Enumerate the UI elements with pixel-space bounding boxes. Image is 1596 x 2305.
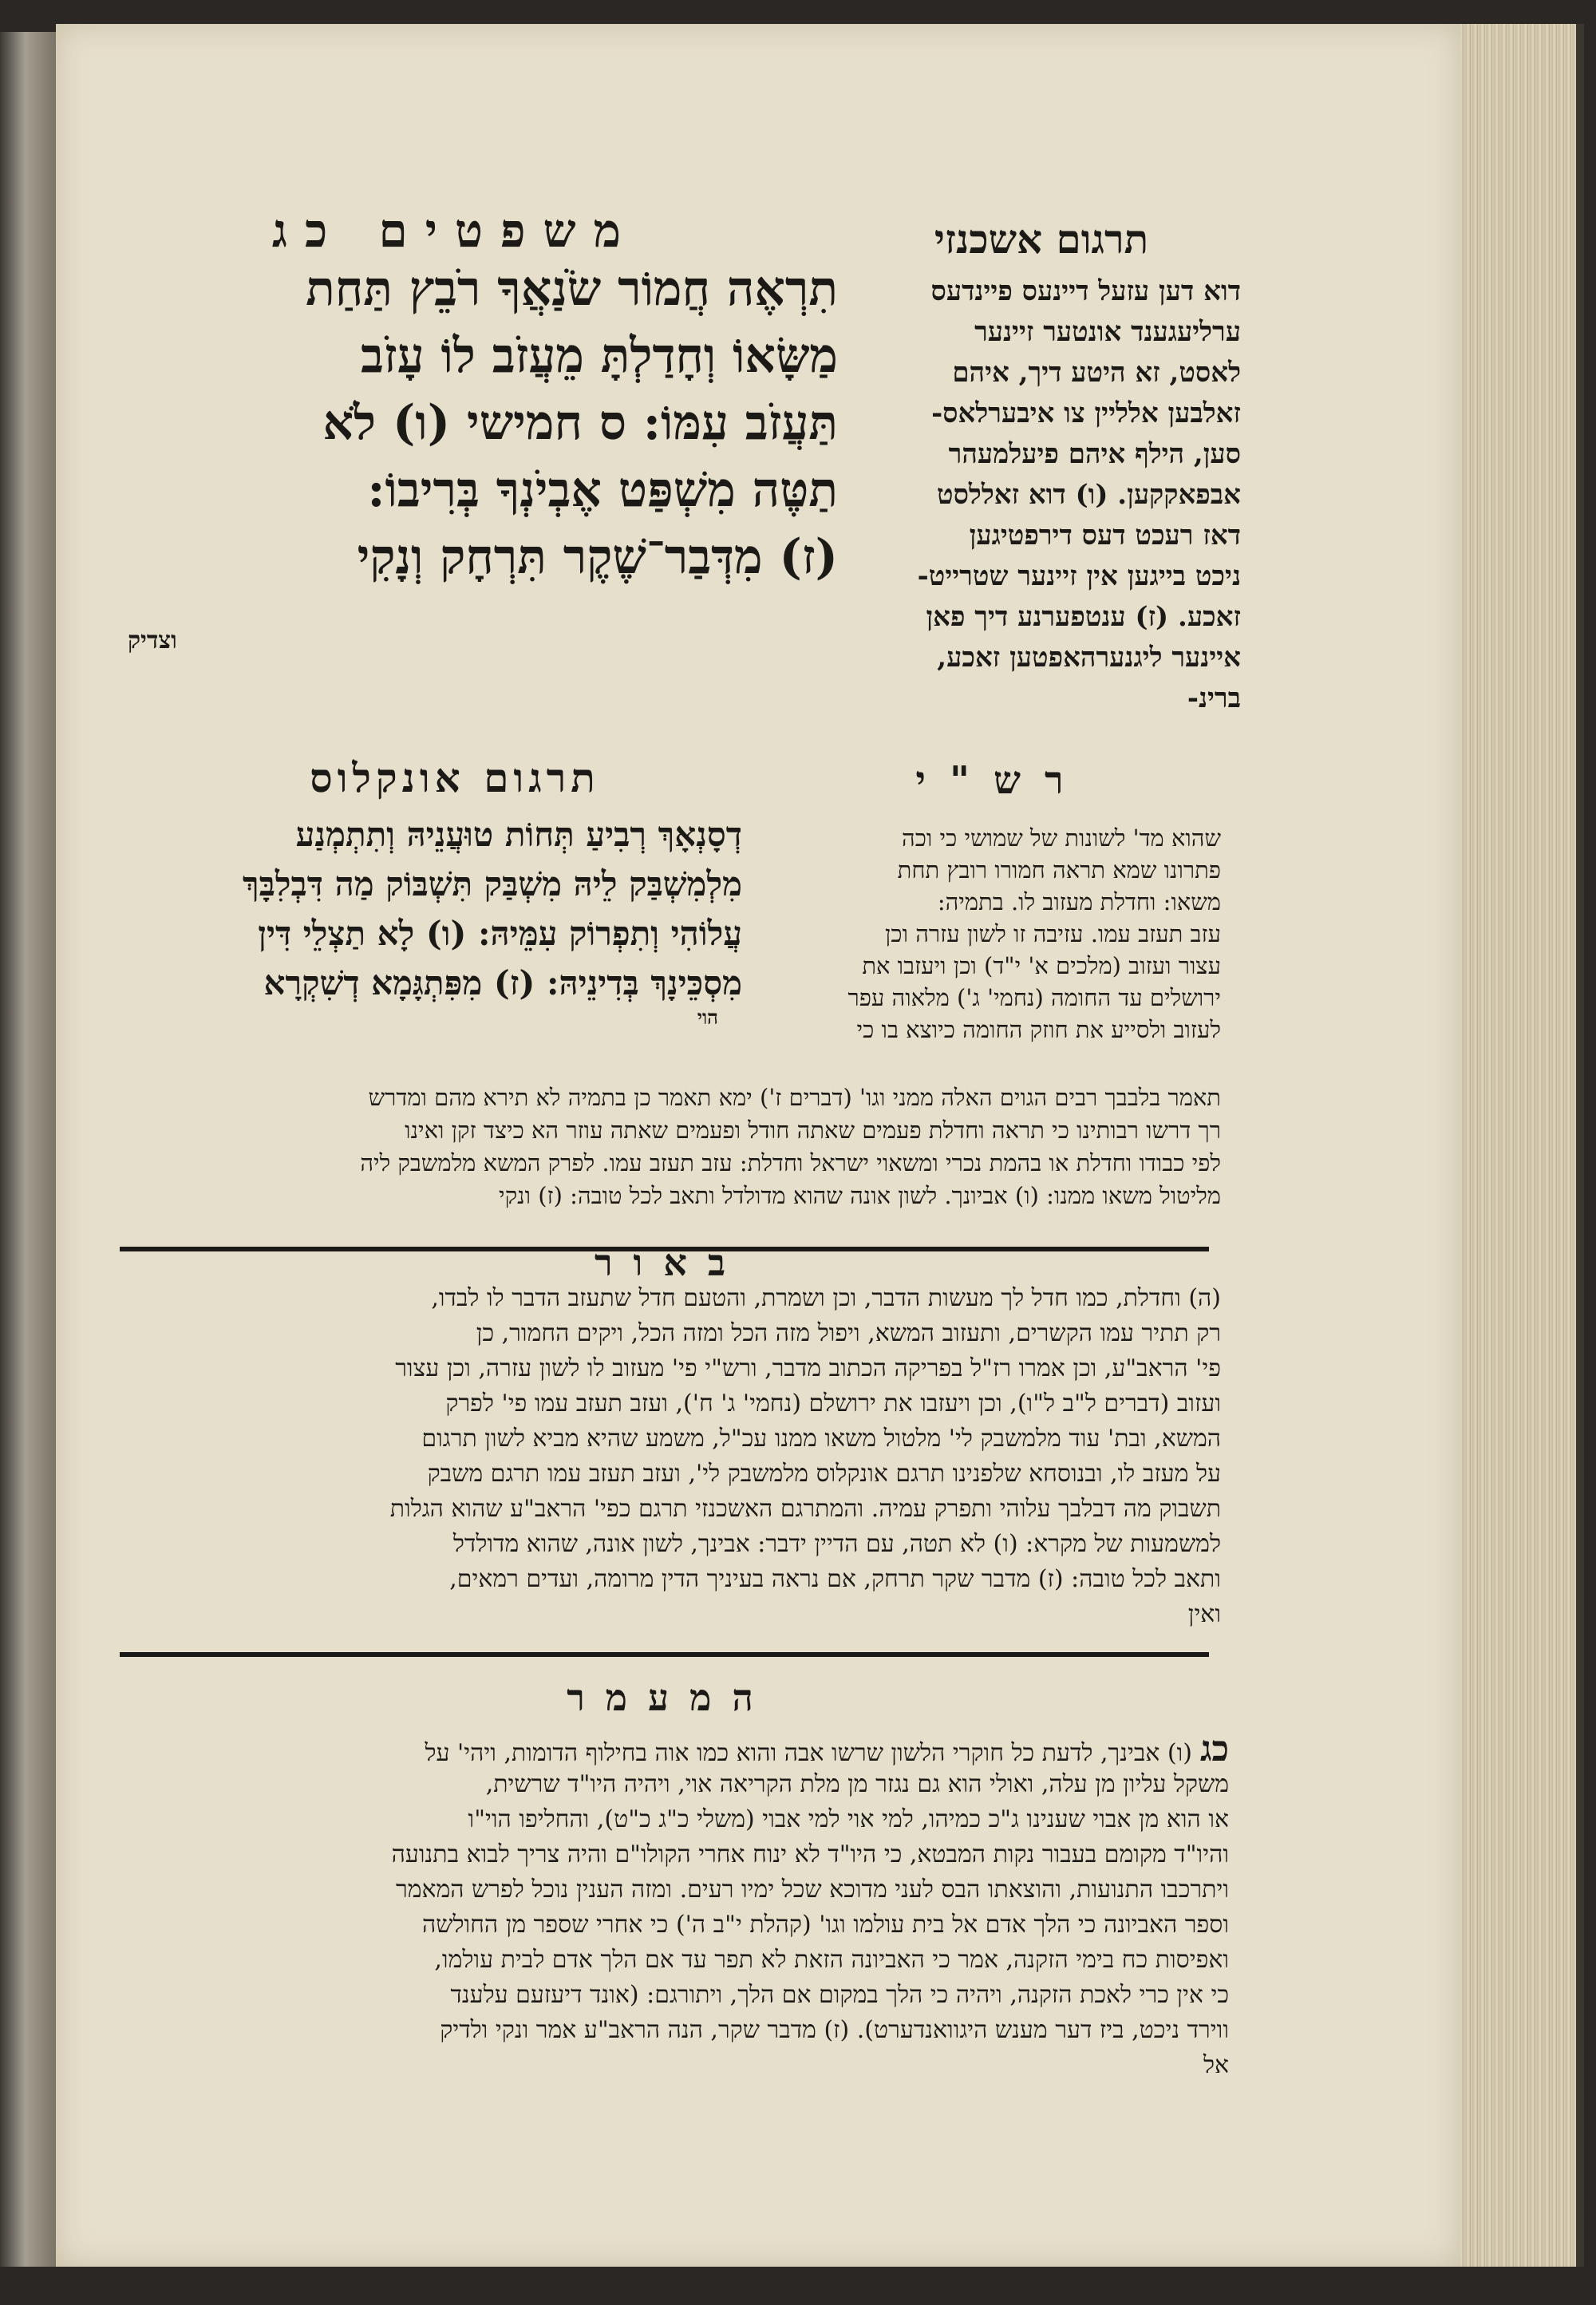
- ashkenazi-line: זאכע. (ז) ענטפערנע דיך פאן: [926, 601, 1241, 633]
- rashi-line: לפי כבודו וחדלת או בהמת נכרי ומשאוי ישראל וחדלת: עזב תעזב עמו. לפרק המשא מלמשבק ליה: [360, 1149, 1221, 1176]
- rashi-line: לעזוב ולסייע את חוזק החומה כיוצא בו כי: [856, 1016, 1221, 1043]
- rashi-title: רש"י: [915, 758, 1088, 803]
- hameamar-title: המעמר: [567, 1676, 774, 1719]
- biur-line: ותאב לכל טובה: (ז) מדבר שקר תרחק, אם נראה בעיניך הדין מרומה, ועדים רמאים,: [449, 1565, 1221, 1593]
- hameamar-line-text: (ו) אבינך, לדעת כל חוקרי הלשון שרשו אבה והוא כמו אוה בחילוף הדומות, ויהי' על: [425, 1739, 1192, 1767]
- biur-line: ואין: [1187, 1600, 1221, 1628]
- torah-verse-block: [120, 255, 838, 670]
- onkelos-line: דְסָנְאָךְ רְבִיעַ תְּחוֹת טוּעֲנֵיהּ וְתִתְמְנַע: [295, 815, 742, 854]
- ashkenazi-line: דאז רעכט דעס דירפטיגען: [969, 520, 1241, 552]
- onkelos-line: מִסְכֵּינָךְ בְּדִינֵיהּ: (ז) מִפִּתְגָּמָא דְשִׁקְרָא: [263, 963, 742, 1002]
- rashi-line: רך דרשו רבותינו כי תראה וחדלת פעמים שאתה חודל ופעמים שאתה עוזר הא כיצד זקן ואינו: [405, 1117, 1221, 1144]
- rashi-commentary-continued: [120, 1081, 1221, 1241]
- biur-title: באור: [594, 1241, 747, 1284]
- ashkenazi-line: ניכט בייגען אין זיינער שטרייט-: [917, 560, 1241, 592]
- biur-line: על מעזב לו, ובנוסחא שלפנינו תרגם אונקלוס מלמשבק לי', ועזב תעזב עמו תרגם משבק: [427, 1460, 1221, 1488]
- rashi-line: עצור ועזוב (מלכים א' י"ד) וכן ויעזבו את: [862, 952, 1221, 979]
- rashi-line: עזב תעזב עמו. עזיבה זו לשון עזרה וכן: [885, 920, 1221, 947]
- chapter-mark: כג: [1199, 1732, 1229, 1767]
- rashi-line: ירושלים עד החומה (נחמי' ג') מלאוה עפר: [847, 984, 1221, 1011]
- biur-line: תשבוק מה דבלבך עלוהי ותפרק עמיה. והמתרגם האשכנזי תרגם כפי' הראב"ע שהוא הגלות: [389, 1495, 1221, 1523]
- biur-line: ועזוב (דברים ל"ב ל"ו), וכן ויעזבו את ירושלם (נחמי' ג' ח'), ועזב תעזב עמו פי' לפרק: [445, 1390, 1221, 1417]
- onkelos-translation: [120, 810, 742, 1097]
- hameamar-line: וספר האביונה כי הלך אדם אל בית עולמו וגו' (קהלת י"ב ה') כי אחרי שספר מן החולשה: [421, 1911, 1229, 1939]
- verse-line: תַטֶּה מִשְׁפַּט אֶבְיֹנְךָ בְּרִיבוֹ:: [367, 462, 838, 518]
- hameamar-line: [120, 1732, 1229, 1767]
- rashi-line: מליטול משאו ממנו: (ו) אביונך. לשון אונה שהוא מדולדל ותאב לכל טובה: (ז) ונקי: [499, 1182, 1221, 1209]
- rashi-line: משאו: וחדלת מעזוב לו. בתמיה:: [937, 888, 1221, 915]
- rashi-line: שהוא מד' לשונות של שמושי כי וכה: [902, 824, 1221, 852]
- biur-commentary: [120, 1281, 1221, 1640]
- hameamar-line: אל: [1203, 2051, 1229, 2079]
- verse-line: תִרְאֶה חֲמוֹר שֹׂנַאֲךָ רֹבֵץ תַּחַת: [306, 261, 838, 317]
- biur-line: פי' הראב"ע, וכן אמרו רז"ל בפריקה הכתוב מדבר, ורש"י פי' מעזוב לו לשון עזרה, וכן עצור: [395, 1354, 1221, 1382]
- page-stack-edge: [1456, 24, 1584, 2267]
- rashi-line: תאמר בלבבך רבים הגוים האלה ממני וגו' (דברים ז') ימא תאמר כן בתמיה לא תירא מהם ומדרש: [368, 1084, 1221, 1111]
- biur-line: (ה) וחדלת, כמו חדל לך מעשות הדבר, וכן ושמרת, והטעם חדל שתעזב הדבר לו לבדו,: [431, 1284, 1221, 1312]
- hameamar-commentary: [120, 1732, 1229, 2099]
- verse-line: (ז) מִדְּבַר־שֶׁקֶר תִּרְחָק וְנָקִי: [357, 529, 838, 585]
- section-divider: [120, 1652, 1209, 1657]
- ashkenazi-title: תרגום אשכנזי: [934, 215, 1149, 263]
- hameamar-line: או הוא מן אבוי שענינו ג"כ כמיהו, למי אוי למי אבוי (משלי כ"ג כ"ט), והחליפו הוי"ו: [468, 1805, 1229, 1833]
- onkelos-line: מִלְמִשְׁבַּק לֵיהּ מִשְׁבַּק תִּשְׁבּוֹק מַה דִּבְלִבָּךְ: [242, 864, 742, 903]
- ashkenazi-line: אבפאקקען. (ו) דוא זאללסט: [937, 479, 1241, 511]
- ashkenazi-line: דוא דען עזעל דיינעס פיינדעס: [930, 275, 1241, 307]
- onkelos-line: עֲלוֹהִי וְתִפְרוֹק עִמֵּיהּ: (ו) לָא תַצְלֵי דִּין: [258, 914, 742, 953]
- hameamar-line: כי אין כרי לאכת הזקנה, ויהיה כי הלך במקום אם הלך, ויתורגם: (אונד דיעזעם עלענד: [450, 1981, 1229, 2009]
- ashkenazi-line: סען, הילף איהם פיעלמעהר: [948, 438, 1241, 470]
- ashkenazi-translation: [858, 271, 1241, 734]
- hameamar-line: והיו"ד מקומם בעבור נקות המבטא, כי היו"ד לא ינוח אחרי הקולו"ם והיה צריך לבוא בתנועה: [391, 1840, 1229, 1868]
- rashi-commentary: [750, 822, 1221, 1093]
- biur-line: רק תתיר עמו הקשרים, ותעזוב המשא, ויפול מזה הכל ומזה הכל, ויקים החמור, כן: [476, 1319, 1221, 1347]
- hameamar-line: ווירד ניכט, ביז דער מענש היגוואנדערט). (ז) מדבר שקר, הנה הראב"ע אמר ונקי ולדיק: [440, 2016, 1229, 2044]
- ashkenazi-line: לאסט, זא היטע דיך, איהם: [952, 357, 1241, 389]
- onkelos-title: תרגום אונקלוס: [310, 754, 600, 801]
- rashi-line: פתרונו שמא תראה חמורו רובץ תחת: [897, 856, 1221, 884]
- ashkenazi-line: איינער ליגנערהאפטען זאכע,: [937, 642, 1241, 674]
- verse-line: תַּעֲזֹב עִמּוֹ: ס חמישי (ו) לֹא: [322, 395, 838, 451]
- biur-line: המשא, ובת' עוד מלמשבק לי' מלטול משאו ממנו עכ"ל, משמע שהיא מביא לשון תרגום: [421, 1425, 1221, 1453]
- book-left-edge: [0, 32, 56, 2267]
- verse-catchword: וצדיק: [128, 627, 177, 654]
- verse-line: מַשָּׂאוֹ וְחָדַלְתָּ מֵעֲזֹב לוֹ עָזֹב: [360, 328, 838, 384]
- onkelos-catchword: הוי: [697, 1008, 718, 1029]
- ashkenazi-line: זאלבען אלליין צו איבערלאס-: [931, 397, 1241, 429]
- ashkenazi-line: ערליעגענד אונטער זיינער: [974, 316, 1241, 348]
- ashkenazi-line: ברינ-: [1187, 682, 1241, 714]
- biur-line: למשמעות של מקרא: (ו) לא תטה, עם הדיין ידבר: אבינך, לשון אונה, שהוא מדולדל: [452, 1530, 1221, 1558]
- page-header-title: משפטים כג: [271, 204, 638, 258]
- hameamar-line: ואפיסות כח בימי הזקנה, אמר כי האביונה הזאת לא תפר עד אם הלך אדם לבית עולמו,: [434, 1946, 1229, 1974]
- hameamar-line: משקל עליון מן עלה, ואולי הוא גם נגזר מן מלת הקריאה אוי, ויהיה היו"ד שרשית,: [485, 1770, 1229, 1798]
- hameamar-line: ויתרכבו התנועות, והוצאתו הבס לעני מדוכא שכל ימיו רעים. ומזה הענין נוכל לפרש המאמר: [395, 1876, 1229, 1904]
